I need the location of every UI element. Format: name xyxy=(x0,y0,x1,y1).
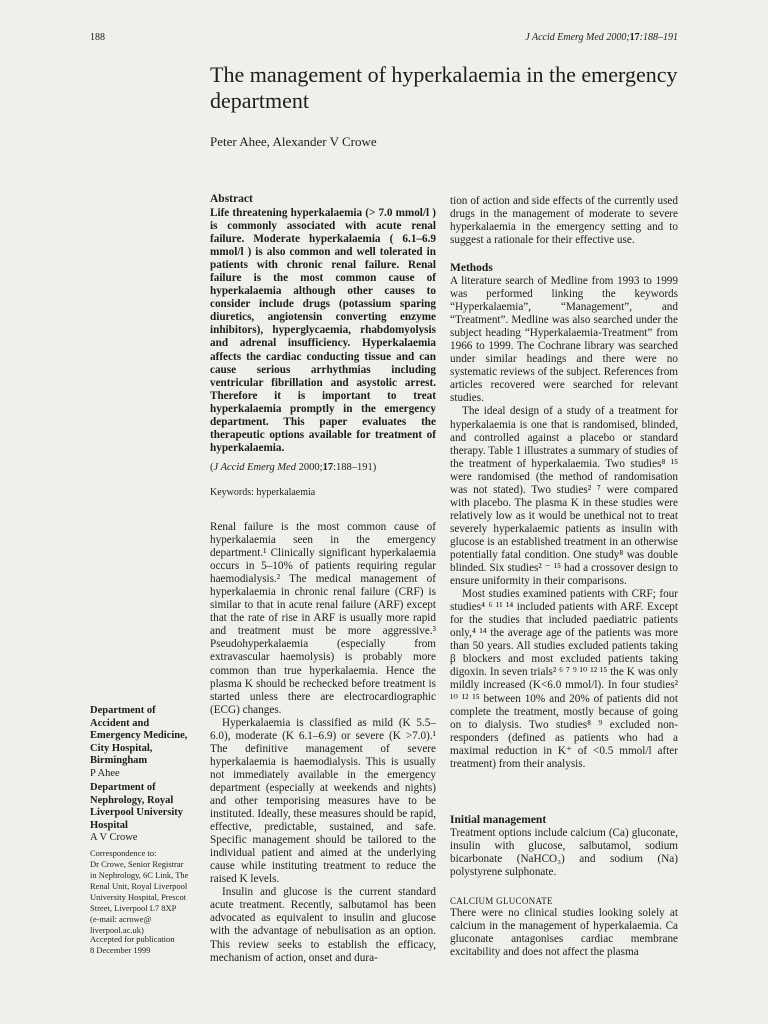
keywords: Keywords: hyperkalaemia xyxy=(210,487,316,498)
affiliation-line: City Hospital, xyxy=(90,742,153,754)
initial-management-heading: Initial management xyxy=(450,814,547,826)
article-authors: Peter Ahee, Alexander V Crowe xyxy=(210,134,377,149)
affiliation-line: Birmingham xyxy=(90,755,148,766)
affiliation-2 xyxy=(90,782,200,845)
correspondence-line: (e-mail: acrowe@ xyxy=(90,914,152,924)
citation-journal: J Accid Emerg Med xyxy=(213,462,297,473)
journal-reference xyxy=(525,32,678,43)
calcium-gluconate-text: There were no clinical studies looking solely at calcium in the management of hyperkalaemia. Ca gluconate antagonises cardiac membrane excitability and does not affect the plasma xyxy=(450,907,678,959)
citation-volume: 17 xyxy=(322,462,334,473)
accepted-line: 8 December 1999 xyxy=(90,945,151,955)
abstract-heading: Abstract xyxy=(210,193,253,205)
intro-paragraph: Insulin and glucose is the current standard acute treatment. Recently, salbutamol has been advocated as equivalent to insulin and glucose with the advantage of nebulisation as an option. This review seeks to establish the efficacy, mechanism of action, onset and dura- xyxy=(210,886,436,964)
affiliation-line: Department of xyxy=(90,782,156,793)
correspondence-line: Correspondence to: xyxy=(90,848,157,858)
affiliation-line: Liverpool University xyxy=(90,807,184,818)
abstract-text: Life threatening hyperkalaemia (> 7.0 mmol/l ) is commonly associated with acute renal failure. Moderate hyperkalaemia ( 6.1–6.9 mmol/l ) is also common and well tolerated in patients with chronic renal failure. Renal failure is the most common cause of hyperkalaemia although other causes to consider include drugs (potassium sparing diuretics, angiotensin converting enzyme inhibitors), hyperglycaemia, rhabdomyolysis and adrenal insufficiency. Hyperkalaemia affects the cardiac conducting tissue and can cause serious arrhythmias including ventricular fibrillation and asystolic arrest. Therefore it is important to treat hyperkalaemia promptly in the emergency department. This paper evaluates the therapeutic options available for treatment of hyperkalaemia. xyxy=(210,207,436,454)
affiliation-author: A V Crowe xyxy=(90,832,138,843)
intro-paragraph: Renal failure is the most common cause of hyperkalaemia seen in the emergency department.¹ Clinically significant hyperkalaemia occurs in 5–10% of patients requiring regular haemodialysis.² The medical management of hyperkalaemia in chronic renal failure (CRF) is similar to that in acute renal failure (ARF) except that the rate of rise in ARF is usually more rapid and treatment must be more aggressive.³ Pseudohyperkalaemia (especially from extravascular haemolysis) is probably more common than true hyperkalaemia. Hence the plasma K should be rechecked before treatment is started unless there are electrocardiographic (ECG) changes. xyxy=(210,521,436,716)
journal-volume: 17 xyxy=(629,32,640,43)
journal-pages: :188–191 xyxy=(639,32,678,43)
affiliation-line: Accident and xyxy=(90,717,150,729)
affiliation-1 xyxy=(90,705,200,780)
initial-management-text: Treatment options include calcium (Ca) gluconate, insulin with glucose, salbutamol, sodium bicarbonate (NaHCO₃) and sodium (Na) polystyrene sulphonate. xyxy=(450,827,678,879)
article-title: The management of hyperkalaemia in the emergency department xyxy=(210,62,678,113)
aims-continuation: tion of action and side effects of the currently used drugs in the management of moderate to severe hyperkalaemia in the emergency setting and to suggest a rationale for their effective use. xyxy=(450,195,678,247)
citation-year: 2000; xyxy=(296,462,323,473)
correspondence-line: liverpool.ac.uk) xyxy=(90,925,144,935)
methods-paragraph: Most studies examined patients with CRF; four studies⁴ ⁶ ¹¹ ¹⁴ included patients with ARF. Except for the studies that included paediatric patients only,⁴ ¹⁴ the average age of the patients was more than 50 years. All studies excluded patients taking β blockers and most excluded patients taking digoxin. In seven trials² ⁶ ⁷ ⁹ ¹⁰ ¹² ¹⁵ the K was only mildly increased (K<6.0 mmol/l). In four studies² ¹⁰ ¹² ¹⁵ between 10% and 20% of patients did not complete the treatment, mostly because of going on to dialysis. Two studies⁸ ⁹ excluded non-responders (defined as patients who had a maximal reduction in K⁺ of <0.5 mmol/l after treatment) from their analysis. xyxy=(450,588,678,770)
correspondence-line: Renal Unit, Royal Liverpool xyxy=(90,881,188,891)
citation-pages: :188–191) xyxy=(333,462,377,473)
methods-paragraph: The ideal design of a study of a treatment for hyperkalaemia is one that is randomised, blinded, and controlled against a placebo or standard therapy. Table 1 illustrates a summary of studies of the treatment of hyperkalaemia. Two studies⁸ ¹⁵ were randomised (the method of randomisation was not stated). Two studies² ⁷ were compared with placebo. The plasma K in these studies were relatively low as it would be unethical not to treat severely hyperkalaemic patients as insulin with glucose is an established treatment in an otherwise potentially fatal condition. One study⁸ was double blinded. Six studies² ⁻ ¹⁵ had a crossover design to ensure uniformity in their comparisons. xyxy=(450,405,678,588)
accepted-date xyxy=(90,934,200,956)
abstract-citation xyxy=(210,462,436,473)
correspondence-line: Dr Crowe, Senior Registrar xyxy=(90,859,184,869)
correspondence-line: in Nephrology, 6C Link, The xyxy=(90,870,189,880)
correspondence-line: Street, Liverpool L7 8XP xyxy=(90,903,177,913)
calcium-gluconate-heading: CALCIUM GLUCONATE xyxy=(450,896,553,906)
intro-paragraph: Hyperkalaemia is classified as mild (K 5.5–6.0), moderate (K 6.1–6.9) or severe (K >7.0).¹ The definitive management of severe hyperkalaemia is haemodialysis. This is usually not immediately available in the emergency department (especially at weekends and nights) and other temporising measures have to be instituted. Ideally, these measures should be rapid, effective, predictable, sustained, and safe. Specific management should be tailored to the individual patient and aimed at the underlying cause while instituting treatment to reduce the raised K levels. xyxy=(210,716,436,886)
methods-section xyxy=(450,275,678,771)
affiliation-author: P Ahee xyxy=(90,767,120,779)
correspondence-line: University Hospital, Prescot xyxy=(90,892,187,902)
methods-heading: Methods xyxy=(450,262,493,274)
correspondence xyxy=(90,848,200,936)
methods-paragraph: A literature search of Medline from 1993 to 1999 was performed linking the keywords “Hyperkalaemia”, “Management”, and “Treatment”. Medline was also searched under the subject heading “Hyperkalaemia-Treatment” from 1966 to 1999. The Cochrane library was searched under similar headings and there were no systematic reviews of the subject. References from articles recovered were searched for relevant studies. xyxy=(450,275,678,405)
affiliation-line: Hospital xyxy=(90,819,128,831)
journal-year: 2000; xyxy=(606,32,630,43)
citation-prefix: ( xyxy=(210,462,214,473)
affiliation-line: Nephrology, Royal xyxy=(90,794,174,806)
page-number: 188 xyxy=(90,32,105,43)
journal-name: J Accid Emerg Med xyxy=(525,32,604,43)
affiliation-line: Department of xyxy=(90,705,156,716)
affiliation-line: Emergency Medicine, xyxy=(90,730,188,741)
introduction-section xyxy=(210,521,436,965)
accepted-line: Accepted for publication xyxy=(90,934,175,944)
